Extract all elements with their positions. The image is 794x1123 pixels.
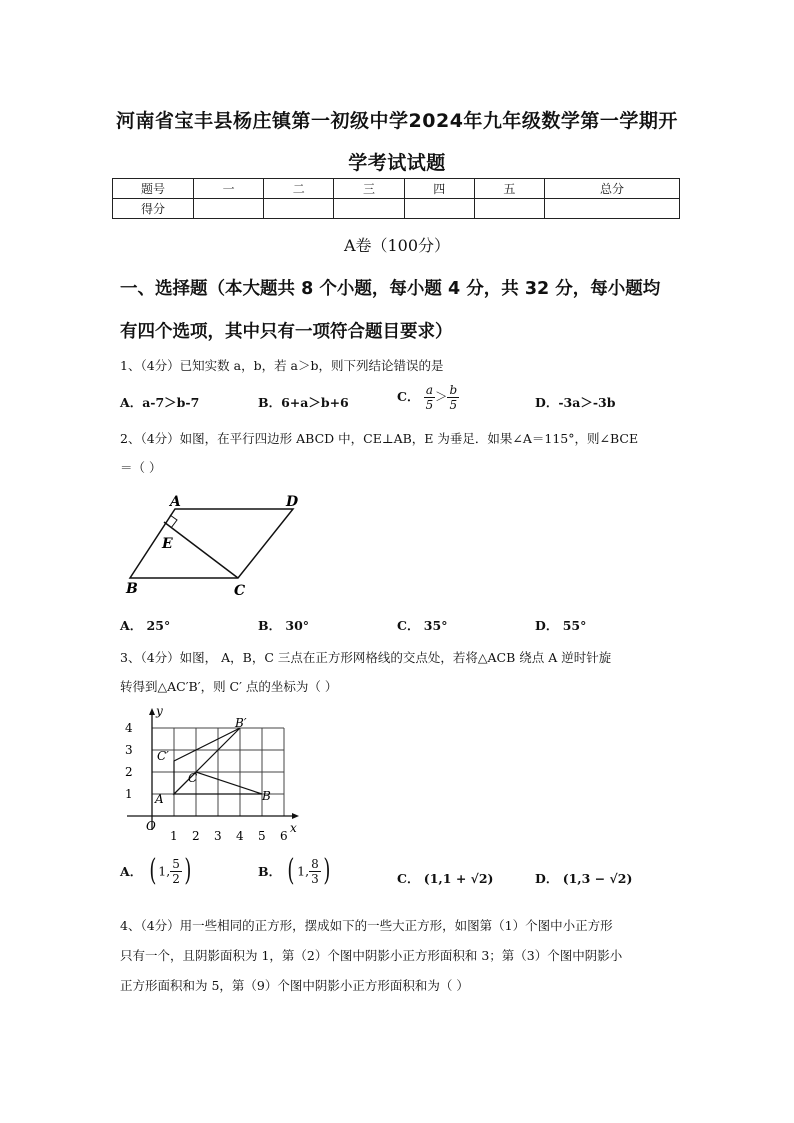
denominator: 2 [172,871,180,886]
q1-option-c-label: C． [397,389,420,404]
question-2-stem-line2: ＝（ ） [120,460,162,475]
score-table [112,178,680,219]
y-axis-label: y [156,704,163,718]
question-4-stem: 4、（4分）用一些相同的正方形，摆成如下的一些大正方形，如图第（1）个图中小正方形 [120,918,613,933]
parallelogram-shape [130,509,293,578]
parallelogram-figure [120,488,320,603]
point-b-prime-label: B′ [235,716,247,730]
table-cell: 得分 [113,199,194,219]
score-input-cell [404,199,474,219]
coordinate-grid-figure [115,700,310,845]
segment-ce [164,522,238,578]
x-axis-label: x [290,821,297,835]
page-title-line2: 学考试试题 [348,152,446,174]
label-c: C [234,583,246,599]
question-2-stem: 2、（4分）如图，在平行四边形 ABCD 中，CE⊥AB，E 为垂足．如果∠A＝115°，则∠BCE [120,431,639,446]
page-title: 河南省宝丰县杨庄镇第一初级中学2024年九年级数学第一学期开 [116,110,678,132]
q1-option-d: D．-3a＞-3b [535,395,616,410]
x-tick-label: 6 [280,829,288,843]
q3-option-b [258,853,332,888]
table-cell: 二 [264,179,334,199]
triangle-acb-rotated [174,728,240,794]
section-heading: A卷（100分） [343,236,451,255]
right-paren: ) [184,853,192,888]
table-row [113,179,680,199]
numerator: 5 [172,856,180,871]
y-tick-label: 3 [125,743,133,757]
question-4-stem-line2: 只有一个，且阴影面积为 1，第（2）个图中阴影小正方形面积和 3；第（3）个图中阴影小 [120,948,623,963]
q2-option-b: B． 30° [258,618,310,633]
denominator: 3 [311,871,319,886]
q2-option-c: C． 35° [397,618,448,633]
numerator: b [449,383,458,397]
label-a: A [170,494,181,510]
right-angle-mark [170,515,177,528]
label-b: B [126,581,138,597]
q3-option-a [120,853,194,888]
table-cell: 一 [194,179,264,199]
numerator: a [425,383,433,397]
numerator: 8 [311,856,319,871]
score-input-cell [264,199,334,219]
q1-option-a: A．a-7＞b-7 [120,395,200,410]
gt-sign: ＞ [434,389,448,404]
q3-option-d: D． (1,3 − √2) [535,871,633,886]
score-input-cell [334,199,404,219]
question-1-stem: 1、（4分）已知实数 a，b，若 a＞b，则下列结论错误的是 [120,358,444,373]
y-tick-label: 2 [125,765,133,779]
x-tick-label: 2 [192,829,200,843]
point-b-label: B [262,789,271,803]
right-paren: ) [323,853,331,888]
origin-label: O [146,819,156,833]
q3-option-b-x: 1, [297,863,310,879]
q3-option-a-label: A． [120,864,143,879]
denominator: 5 [425,398,434,412]
score-input-cell [545,199,680,219]
q3-option-b-label: B． [258,864,282,879]
fraction [309,857,321,886]
table-cell: 题号 [113,179,194,199]
q2-option-d: D． 55° [535,618,587,633]
question-3-stem: 3、（4分）如图， A，B，C 三点在正方形网格线的交点处，若将△ACB 绕点 A 逆时针旋 [120,650,612,665]
x-tick-label: 4 [236,829,244,843]
fraction [170,857,182,886]
table-cell: 五 [474,179,544,199]
question-3-stem-line2: 转得到△AC′B′，则 C′ 点的坐标为（ ） [120,679,338,694]
question-4-stem-line3: 正方形面积和为 5，第（9）个图中阴影小正方形面积和为（ ） [120,978,469,993]
left-paren: ( [287,853,295,888]
y-tick-label: 1 [125,787,133,801]
fraction [447,383,459,412]
part-heading-line2: 有四个选项，其中只有一项符合题目要求） [120,322,453,342]
q3-option-c: C． (1,1 + √2) [397,871,494,886]
table-cell: 四 [404,179,474,199]
q1-option-c [397,383,459,412]
label-e: E [162,536,173,552]
score-input-cell [194,199,264,219]
table-cell: 总分 [545,179,680,199]
x-axis-arrow [292,813,299,819]
denominator: 5 [449,398,458,412]
y-axis-arrow [149,708,155,715]
x-tick-label: 1 [170,829,178,843]
fraction [424,383,435,412]
score-input-cell [474,199,544,219]
table-cell: 三 [334,179,404,199]
q3-option-a-x: 1, [158,863,171,879]
point-c-label: C [188,771,198,785]
point-c-prime-label: C′ [157,749,169,763]
q2-option-a: A． 25° [120,618,171,633]
part-heading: 一、选择题（本大题共 8 个小题，每小题 4 分，共 32 分，每小题均 [120,279,661,299]
y-tick-label: 4 [125,721,133,735]
left-paren: ( [148,853,156,888]
table-row [113,199,680,219]
point-a-label: A [155,792,164,806]
x-tick-label: 3 [214,829,222,843]
x-tick-label: 5 [258,829,266,843]
label-d: D [286,494,299,510]
q1-option-b: B．6+a＞b+6 [258,395,349,410]
